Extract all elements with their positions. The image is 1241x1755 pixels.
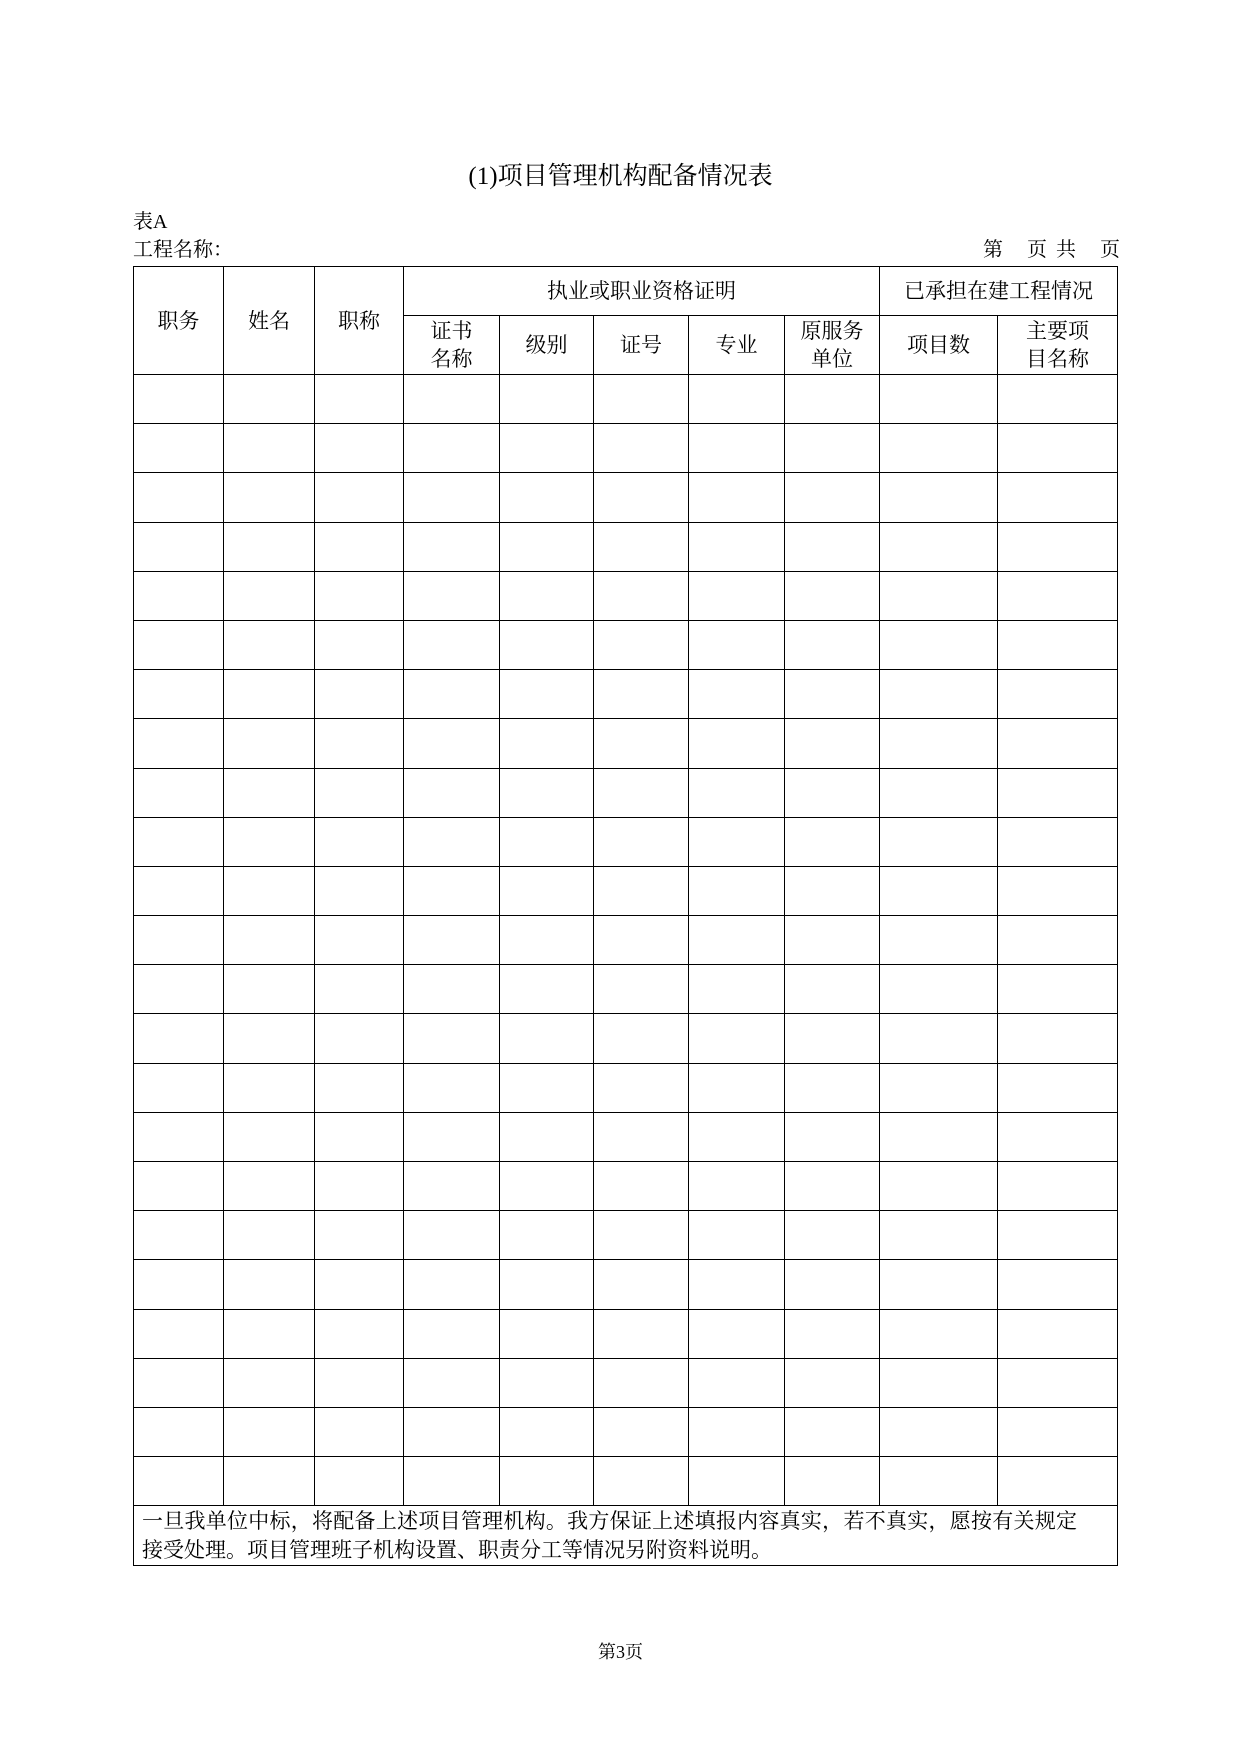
table-cell-cert-number bbox=[594, 1457, 689, 1506]
table-cell-level bbox=[500, 1309, 594, 1358]
table-cell-cert-number bbox=[594, 473, 689, 522]
table-cell-specialty bbox=[689, 1162, 785, 1211]
table-row bbox=[134, 670, 1118, 719]
table-row bbox=[134, 1014, 1118, 1063]
table-cell-job-title bbox=[315, 1211, 404, 1260]
table-cell-cert-name bbox=[404, 965, 500, 1014]
table-cell-main-project-names bbox=[998, 424, 1118, 473]
table-cell-cert-name bbox=[404, 1457, 500, 1506]
table-cell-name bbox=[224, 1112, 315, 1161]
table-cell-cert-number bbox=[594, 965, 689, 1014]
header-specialty: 专业 bbox=[689, 316, 785, 375]
table-row bbox=[134, 1260, 1118, 1309]
table-cell-cert-name bbox=[404, 1358, 500, 1407]
table-row bbox=[134, 768, 1118, 817]
table-cell-main-project-names bbox=[998, 375, 1118, 424]
table-cell-original-employer bbox=[785, 522, 880, 571]
table-cell-main-project-names bbox=[998, 1211, 1118, 1260]
table-cell-level bbox=[500, 620, 594, 669]
table-cell-level bbox=[500, 1211, 594, 1260]
table-cell-level bbox=[500, 817, 594, 866]
header-position: 职务 bbox=[134, 267, 224, 375]
table-cell-main-project-names bbox=[998, 965, 1118, 1014]
table-cell-level bbox=[500, 1260, 594, 1309]
page-info: 第 页 共 页 bbox=[983, 239, 1122, 261]
table-cell-cert-name bbox=[404, 424, 500, 473]
header-original-employer bbox=[785, 316, 880, 375]
table-cell-position bbox=[134, 719, 224, 768]
table-cell-level bbox=[500, 473, 594, 522]
table-cell-name bbox=[224, 1407, 315, 1456]
table-cell-position bbox=[134, 424, 224, 473]
table-cell-specialty bbox=[689, 1063, 785, 1112]
table-cell-cert-name bbox=[404, 1260, 500, 1309]
table-cell-specialty bbox=[689, 424, 785, 473]
table-cell-level bbox=[500, 375, 594, 424]
table-cell-specialty bbox=[689, 1407, 785, 1456]
table-cell-main-project-names bbox=[998, 1014, 1118, 1063]
table-row bbox=[134, 620, 1118, 669]
header-cert-name bbox=[404, 316, 500, 375]
table-cell-specialty bbox=[689, 1112, 785, 1161]
table-cell-position bbox=[134, 817, 224, 866]
table-cell-specialty bbox=[689, 620, 785, 669]
table-cell-cert-name bbox=[404, 571, 500, 620]
table-cell-position bbox=[134, 522, 224, 571]
table-cell-project-count bbox=[880, 375, 998, 424]
table-cell-level bbox=[500, 1063, 594, 1112]
table-cell-name bbox=[224, 424, 315, 473]
table-cell-original-employer bbox=[785, 965, 880, 1014]
table-cell-original-employer bbox=[785, 1162, 880, 1211]
table-cell-cert-number bbox=[594, 375, 689, 424]
table-cell-name bbox=[224, 473, 315, 522]
table-cell-cert-number bbox=[594, 1211, 689, 1260]
table-cell-original-employer bbox=[785, 1063, 880, 1112]
table-cell-position bbox=[134, 571, 224, 620]
table-cell-cert-number bbox=[594, 571, 689, 620]
table-cell-cert-number bbox=[594, 620, 689, 669]
table-cell-position bbox=[134, 1358, 224, 1407]
table-cell-cert-name bbox=[404, 375, 500, 424]
table-cell-specialty bbox=[689, 522, 785, 571]
table-row bbox=[134, 1309, 1118, 1358]
table-cell-job-title bbox=[315, 1063, 404, 1112]
table-cell-name bbox=[224, 1358, 315, 1407]
table-cell-name bbox=[224, 719, 315, 768]
table-cell-cert-name bbox=[404, 473, 500, 522]
table-cell-level bbox=[500, 866, 594, 915]
table-cell-name bbox=[224, 1162, 315, 1211]
table-cell-original-employer bbox=[785, 719, 880, 768]
table-cell-main-project-names bbox=[998, 571, 1118, 620]
table-cell-original-employer bbox=[785, 620, 880, 669]
table-cell-job-title bbox=[315, 817, 404, 866]
table-row bbox=[134, 1063, 1118, 1112]
table-cell-level bbox=[500, 1014, 594, 1063]
table-cell-project-count bbox=[880, 965, 998, 1014]
table-cell-cert-number bbox=[594, 1162, 689, 1211]
table-cell-position bbox=[134, 1260, 224, 1309]
table-cell-original-employer bbox=[785, 1112, 880, 1161]
table-cell-main-project-names bbox=[998, 916, 1118, 965]
table-cell-cert-name bbox=[404, 817, 500, 866]
table-cell-level bbox=[500, 965, 594, 1014]
table-cell-project-count bbox=[880, 571, 998, 620]
table-cell-original-employer bbox=[785, 424, 880, 473]
table-row bbox=[134, 866, 1118, 915]
table-cell-main-project-names bbox=[998, 670, 1118, 719]
table-cell-main-project-names bbox=[998, 866, 1118, 915]
table-cell-cert-number bbox=[594, 1260, 689, 1309]
table-cell-specialty bbox=[689, 1457, 785, 1506]
table-cell-job-title bbox=[315, 1358, 404, 1407]
table-cell-main-project-names bbox=[998, 1112, 1118, 1161]
table-cell-original-employer bbox=[785, 1260, 880, 1309]
table-cell-project-count bbox=[880, 1407, 998, 1456]
table-cell-job-title bbox=[315, 1014, 404, 1063]
table-cell-cert-number bbox=[594, 670, 689, 719]
table-cell-specialty bbox=[689, 375, 785, 424]
table-cell-job-title bbox=[315, 1162, 404, 1211]
table-cell-position bbox=[134, 965, 224, 1014]
table-cell-cert-name bbox=[404, 1162, 500, 1211]
table-cell-original-employer bbox=[785, 1211, 880, 1260]
header-main-project-names bbox=[998, 316, 1118, 375]
table-cell-position bbox=[134, 670, 224, 719]
table-cell-cert-number bbox=[594, 522, 689, 571]
table-cell-job-title bbox=[315, 1457, 404, 1506]
table-cell-specialty bbox=[689, 1211, 785, 1260]
table-cell-specialty bbox=[689, 1358, 785, 1407]
table-row bbox=[134, 1358, 1118, 1407]
table-row bbox=[134, 1112, 1118, 1161]
header-ongoing-projects-group: 已承担在建工程情况 bbox=[880, 267, 1118, 316]
table-cell-main-project-names bbox=[998, 817, 1118, 866]
table-cell-project-count bbox=[880, 1358, 998, 1407]
table-cell-level bbox=[500, 522, 594, 571]
table-cell-project-count bbox=[880, 866, 998, 915]
table-cell-cert-number bbox=[594, 1063, 689, 1112]
table-cell-cert-number bbox=[594, 1014, 689, 1063]
table-cell-name bbox=[224, 670, 315, 719]
table-cell-original-employer bbox=[785, 1407, 880, 1456]
table-cell-level bbox=[500, 1457, 594, 1506]
table-cell-project-count bbox=[880, 1014, 998, 1063]
table-cell-cert-name bbox=[404, 1112, 500, 1161]
table-cell-specialty bbox=[689, 768, 785, 817]
table-cell-name bbox=[224, 817, 315, 866]
table-cell-project-count bbox=[880, 719, 998, 768]
footer-row bbox=[134, 1506, 1118, 1566]
table-row bbox=[134, 571, 1118, 620]
table-cell-position bbox=[134, 620, 224, 669]
table-cell-main-project-names bbox=[998, 719, 1118, 768]
header-project-count: 项目数 bbox=[880, 316, 998, 375]
table-cell-cert-name bbox=[404, 522, 500, 571]
table-label: 表A bbox=[133, 211, 168, 233]
table-cell-project-count bbox=[880, 817, 998, 866]
table-cell-project-count bbox=[880, 1211, 998, 1260]
table-cell-specialty bbox=[689, 670, 785, 719]
table-cell-original-employer bbox=[785, 571, 880, 620]
table-cell-name bbox=[224, 522, 315, 571]
table-cell-cert-number bbox=[594, 866, 689, 915]
table-cell-project-count bbox=[880, 1457, 998, 1506]
table-cell-name bbox=[224, 1014, 315, 1063]
table-cell-level bbox=[500, 1112, 594, 1161]
header-original-employer-line-1: 原服务 bbox=[800, 319, 864, 343]
table-cell-specialty bbox=[689, 916, 785, 965]
table-cell-position bbox=[134, 1309, 224, 1358]
table-cell-cert-name bbox=[404, 1211, 500, 1260]
table-cell-cert-name bbox=[404, 670, 500, 719]
table-cell-name bbox=[224, 1457, 315, 1506]
table-cell-project-count bbox=[880, 1063, 998, 1112]
table-cell-job-title bbox=[315, 473, 404, 522]
table-cell-name bbox=[224, 571, 315, 620]
table-cell-original-employer bbox=[785, 473, 880, 522]
table-row bbox=[134, 965, 1118, 1014]
table-cell-cert-name bbox=[404, 768, 500, 817]
table-cell-original-employer bbox=[785, 916, 880, 965]
table-cell-job-title bbox=[315, 620, 404, 669]
table-cell-position bbox=[134, 866, 224, 915]
table-row bbox=[134, 473, 1118, 522]
header-main-project-names-line-1: 主要项 bbox=[1026, 319, 1089, 343]
table-cell-cert-name bbox=[404, 1309, 500, 1358]
table-cell-cert-number bbox=[594, 1358, 689, 1407]
table-cell-original-employer bbox=[785, 817, 880, 866]
table-cell-cert-name bbox=[404, 916, 500, 965]
table-cell-main-project-names bbox=[998, 1457, 1118, 1506]
table-cell-job-title bbox=[315, 571, 404, 620]
table-cell-cert-number bbox=[594, 1112, 689, 1161]
table-cell-specialty bbox=[689, 1309, 785, 1358]
header-cert-name-line-1: 证书 bbox=[430, 319, 473, 343]
table-cell-original-employer bbox=[785, 768, 880, 817]
table-body bbox=[134, 375, 1118, 1566]
table-cell-cert-number bbox=[594, 719, 689, 768]
table-cell-main-project-names bbox=[998, 473, 1118, 522]
table-cell-level bbox=[500, 916, 594, 965]
project-management-staff-table bbox=[133, 266, 1118, 1566]
table-cell-main-project-names bbox=[998, 1063, 1118, 1112]
table-row bbox=[134, 1457, 1118, 1506]
table-cell-original-employer bbox=[785, 1014, 880, 1063]
table-cell-cert-number bbox=[594, 916, 689, 965]
table-cell-cert-name bbox=[404, 719, 500, 768]
header-cert-name-line-2: 名称 bbox=[430, 347, 473, 371]
header-name: 姓名 bbox=[224, 267, 315, 375]
table-cell-job-title bbox=[315, 375, 404, 424]
table-cell-cert-number bbox=[594, 817, 689, 866]
table-cell-project-count bbox=[880, 916, 998, 965]
table-cell-cert-name bbox=[404, 1063, 500, 1112]
header-qualification-group: 执业或职业资格证明 bbox=[404, 267, 880, 316]
table-cell-job-title bbox=[315, 1407, 404, 1456]
table-cell-level bbox=[500, 768, 594, 817]
table-row bbox=[134, 1407, 1118, 1456]
table-cell-project-count bbox=[880, 424, 998, 473]
table-cell-project-count bbox=[880, 522, 998, 571]
table-cell-level bbox=[500, 1407, 594, 1456]
table-cell-cert-number bbox=[594, 1407, 689, 1456]
table-cell-job-title bbox=[315, 719, 404, 768]
table-cell-job-title bbox=[315, 522, 404, 571]
table-cell-specialty bbox=[689, 866, 785, 915]
table-cell-name bbox=[224, 965, 315, 1014]
table-cell-name bbox=[224, 1260, 315, 1309]
table-cell-name bbox=[224, 375, 315, 424]
table-cell-job-title bbox=[315, 768, 404, 817]
table-cell-project-count bbox=[880, 620, 998, 669]
footer-note: 一旦我单位中标，将配备上述项目管理机构。我方保证上述填报内容真实，若不真实，愿按有关规定接受处理。项目管理班子机构设置、职责分工等情况另附资料说明。 bbox=[134, 1506, 1118, 1566]
table-cell-name bbox=[224, 866, 315, 915]
table-cell-project-count bbox=[880, 670, 998, 719]
table-cell-main-project-names bbox=[998, 522, 1118, 571]
table-cell-project-count bbox=[880, 768, 998, 817]
header-original-employer-line-2: 单位 bbox=[811, 347, 853, 371]
table-cell-level bbox=[500, 424, 594, 473]
header-job-title: 职称 bbox=[315, 267, 404, 375]
table-cell-level bbox=[500, 670, 594, 719]
table-cell-position bbox=[134, 916, 224, 965]
table-cell-position bbox=[134, 1457, 224, 1506]
table-cell-specialty bbox=[689, 1014, 785, 1063]
table-cell-position bbox=[134, 1211, 224, 1260]
table-cell-position bbox=[134, 1162, 224, 1211]
table-cell-original-employer bbox=[785, 866, 880, 915]
table-cell-cert-number bbox=[594, 768, 689, 817]
table-cell-job-title bbox=[315, 670, 404, 719]
table-cell-specialty bbox=[689, 817, 785, 866]
project-name-label: 工程名称： bbox=[133, 239, 233, 261]
header-cert-number: 证号 bbox=[594, 316, 689, 375]
table-cell-job-title bbox=[315, 1260, 404, 1309]
table-cell-job-title bbox=[315, 1112, 404, 1161]
table-cell-project-count bbox=[880, 1309, 998, 1358]
table-cell-job-title bbox=[315, 424, 404, 473]
table-row bbox=[134, 1162, 1118, 1211]
table-cell-project-count bbox=[880, 473, 998, 522]
table-cell-original-employer bbox=[785, 1309, 880, 1358]
table-cell-position bbox=[134, 768, 224, 817]
table-cell-name bbox=[224, 1063, 315, 1112]
table-cell-specialty bbox=[689, 1260, 785, 1309]
table-cell-position bbox=[134, 1407, 224, 1456]
table-cell-main-project-names bbox=[998, 620, 1118, 669]
table-cell-specialty bbox=[689, 719, 785, 768]
table-cell-position bbox=[134, 1063, 224, 1112]
table-cell-name bbox=[224, 1211, 315, 1260]
table-cell-name bbox=[224, 1309, 315, 1358]
table-cell-specialty bbox=[689, 571, 785, 620]
table-cell-name bbox=[224, 916, 315, 965]
table-cell-main-project-names bbox=[998, 1407, 1118, 1456]
table-row bbox=[134, 522, 1118, 571]
table-cell-level bbox=[500, 571, 594, 620]
table-row bbox=[134, 817, 1118, 866]
table-cell-cert-name bbox=[404, 866, 500, 915]
table-cell-position bbox=[134, 473, 224, 522]
table-cell-cert-name bbox=[404, 620, 500, 669]
header-main-project-names-line-2: 目名称 bbox=[1026, 347, 1089, 371]
table-cell-cert-number bbox=[594, 1309, 689, 1358]
table-row bbox=[134, 916, 1118, 965]
table-cell-position bbox=[134, 1014, 224, 1063]
table-cell-cert-name bbox=[404, 1407, 500, 1456]
table-cell-original-employer bbox=[785, 670, 880, 719]
table-cell-level bbox=[500, 1162, 594, 1211]
table-cell-original-employer bbox=[785, 1457, 880, 1506]
table-cell-main-project-names bbox=[998, 1260, 1118, 1309]
table-header bbox=[134, 267, 1118, 375]
table-row bbox=[134, 719, 1118, 768]
table-cell-main-project-names bbox=[998, 1309, 1118, 1358]
table-cell-original-employer bbox=[785, 375, 880, 424]
table-cell-level bbox=[500, 719, 594, 768]
table-cell-main-project-names bbox=[998, 1358, 1118, 1407]
table-cell-position bbox=[134, 1112, 224, 1161]
table-cell-original-employer bbox=[785, 1358, 880, 1407]
table-cell-main-project-names bbox=[998, 768, 1118, 817]
table-cell-cert-number bbox=[594, 424, 689, 473]
table-cell-name bbox=[224, 768, 315, 817]
table-cell-job-title bbox=[315, 866, 404, 915]
table-cell-job-title bbox=[315, 965, 404, 1014]
table-cell-specialty bbox=[689, 473, 785, 522]
table-cell-position bbox=[134, 375, 224, 424]
table-row bbox=[134, 375, 1118, 424]
table-cell-specialty bbox=[689, 965, 785, 1014]
header-row-1 bbox=[134, 267, 1118, 316]
table-row bbox=[134, 1211, 1118, 1260]
table-cell-job-title bbox=[315, 916, 404, 965]
table-cell-project-count bbox=[880, 1162, 998, 1211]
table-cell-job-title bbox=[315, 1309, 404, 1358]
table-cell-cert-name bbox=[404, 1014, 500, 1063]
table-cell-name bbox=[224, 620, 315, 669]
page-number: 第3页 bbox=[598, 1642, 643, 1662]
table-cell-project-count bbox=[880, 1112, 998, 1161]
document-title: (1)项目管理机构配备情况表 bbox=[468, 163, 773, 190]
table-cell-project-count bbox=[880, 1260, 998, 1309]
table-cell-main-project-names bbox=[998, 1162, 1118, 1211]
table-row bbox=[134, 424, 1118, 473]
table-cell-level bbox=[500, 1358, 594, 1407]
header-level: 级别 bbox=[500, 316, 594, 375]
